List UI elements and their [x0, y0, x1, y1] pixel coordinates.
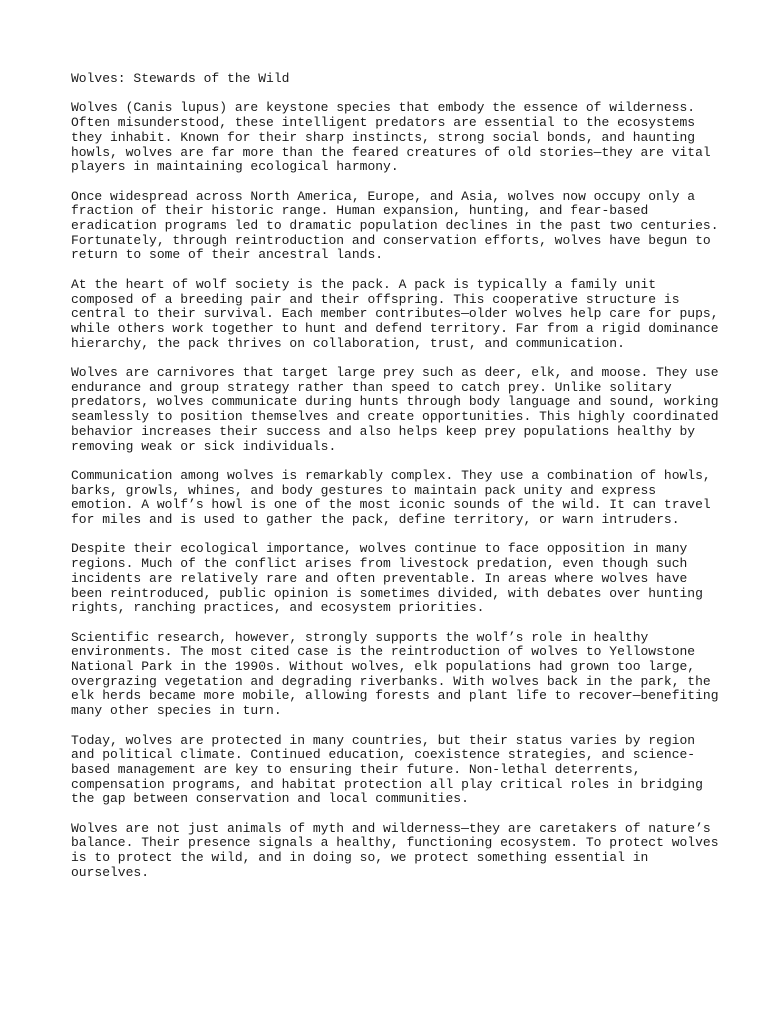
text-line: Wolves are carnivores that target large prey such as deer, elk, and moose. They use [71, 365, 719, 380]
paragraph [71, 542, 711, 616]
text-line: they inhabit. Known for their sharp instincts, strong social bonds, and haunting [71, 129, 696, 145]
text-line: elk herds became more mobile, allowing forests and plant life to recover—benefiting [71, 688, 719, 704]
text-line: Communication among wolves is remarkably complex. They use a combination of howls, [71, 467, 711, 483]
text-line: return to some of their ancestral lands. [71, 247, 384, 263]
text-line: emotion. A wolf’s howl is one of the most iconic sounds of the wild. It can travel [71, 497, 711, 513]
text-line: Scientific research, however, strongly supports the wolf’s role in healthy [71, 629, 649, 645]
text-line: composed of a breeding pair and their offspring. This cooperative structure is [71, 291, 680, 307]
text-line: players in maintaining ecological harmony. [71, 159, 399, 175]
paragraph [71, 188, 719, 264]
text-line: balance. Their presence signals a healthy, functioning ecosystem. To protect wolves [71, 835, 719, 851]
text-line: overgrazing vegetation and degrading riverbanks. With wolves back in the park, the [71, 673, 711, 689]
text-line: Today, wolves are protected in many countries, but their status varies by region [71, 732, 696, 748]
paragraph-list [71, 100, 719, 880]
document-title: Wolves: Stewards of the Wild [71, 71, 290, 86]
text-line: Often misunderstood, these intelligent predators are essential to the ecosystems [71, 115, 696, 131]
text-line: Once widespread across North America, Europe, and Asia, wolves now occupy only a [71, 188, 696, 204]
paragraph [71, 734, 711, 808]
text-line: many other species in turn. [71, 703, 282, 719]
document-body [71, 71, 719, 895]
text-line: central to their survival. Each member contributes—older wolves help care for pups, [71, 306, 719, 322]
text-line: ourselves. [71, 864, 150, 880]
text-line: seamlessly to position themselves and create opportunities. This highly coordinated [71, 409, 719, 425]
text-line: removing weak or sick individuals. [71, 438, 337, 454]
text-line: Fortunately, through reintroduction and conservation efforts, wolves have begun to [71, 232, 711, 248]
text-line: the gap between conservation and local communities. [71, 791, 469, 807]
text-line: is to protect the wild, and in doing so, we protect something essential in [71, 850, 649, 866]
text-line: incidents are relatively rare and often preventable. In areas where wolves have [71, 570, 688, 586]
paragraph [71, 276, 719, 352]
text-line: while others work together to hunt and defend territory. Far from a rigid dominance [71, 320, 719, 336]
text-line: hierarchy, the pack thrives on collaboration, trust, and communication. [71, 335, 625, 351]
text-line: behavior increases their success and also helps keep prey populations healthy by [71, 423, 696, 439]
text-line: for miles and is used to gather the pack, define territory, or warn intruders. [71, 512, 680, 528]
text-line: based management are key to ensuring their future. Non-lethal deterrents, [71, 761, 641, 777]
text-line: Despite their ecological importance, wolves continue to face opposition in many [71, 541, 688, 557]
text-line: regions. Much of the conflict arises from livestock predation, even though such [71, 556, 688, 572]
text-line: Wolves (Canis lupus) are keystone species that embody the essence of wilderness. [71, 100, 696, 116]
text-line: barks, growls, whines, and body gestures to maintain pack unity and express [71, 482, 657, 498]
text-line: eradication programs led to dramatic population declines in the past two centuries. [71, 218, 719, 233]
text-line: endurance and group strategy rather than speed to catch prey. Unlike solitary [71, 379, 672, 395]
text-line: At the heart of wolf society is the pack. A pack is typically a family unit [71, 276, 657, 292]
text-line: fraction of their historic range. Human expansion, hunting, and fear-based [71, 203, 649, 219]
text-line: howls, wolves are far more than the feared creatures of old stories—they are vital [71, 144, 711, 160]
text-line: been reintroduced, public opinion is sometimes divided, with debates over hunting [71, 585, 703, 601]
paragraph [71, 365, 719, 454]
paragraph [71, 820, 719, 881]
text-line: predators, wolves communicate during hunts through body language and sound, working [71, 394, 719, 410]
text-line: compensation programs, and habitat protection all play critical roles in bridging [71, 776, 703, 792]
paragraph [71, 469, 711, 528]
text-line: and political climate. Continued education, coexistence strategies, and science- [71, 747, 696, 763]
text-line: rights, ranching practices, and ecosystem priorities. [71, 600, 485, 616]
paragraph [71, 101, 711, 175]
text-line: Wolves are not just animals of myth and wilderness—they are caretakers of nature’s [71, 820, 711, 836]
paragraph [71, 629, 719, 719]
text-line: National Park in the 1990s. Without wolves, elk populations had grown too large, [71, 659, 696, 675]
text-line: environments. The most cited case is the reintroduction of wolves to Yellowstone [71, 644, 696, 660]
